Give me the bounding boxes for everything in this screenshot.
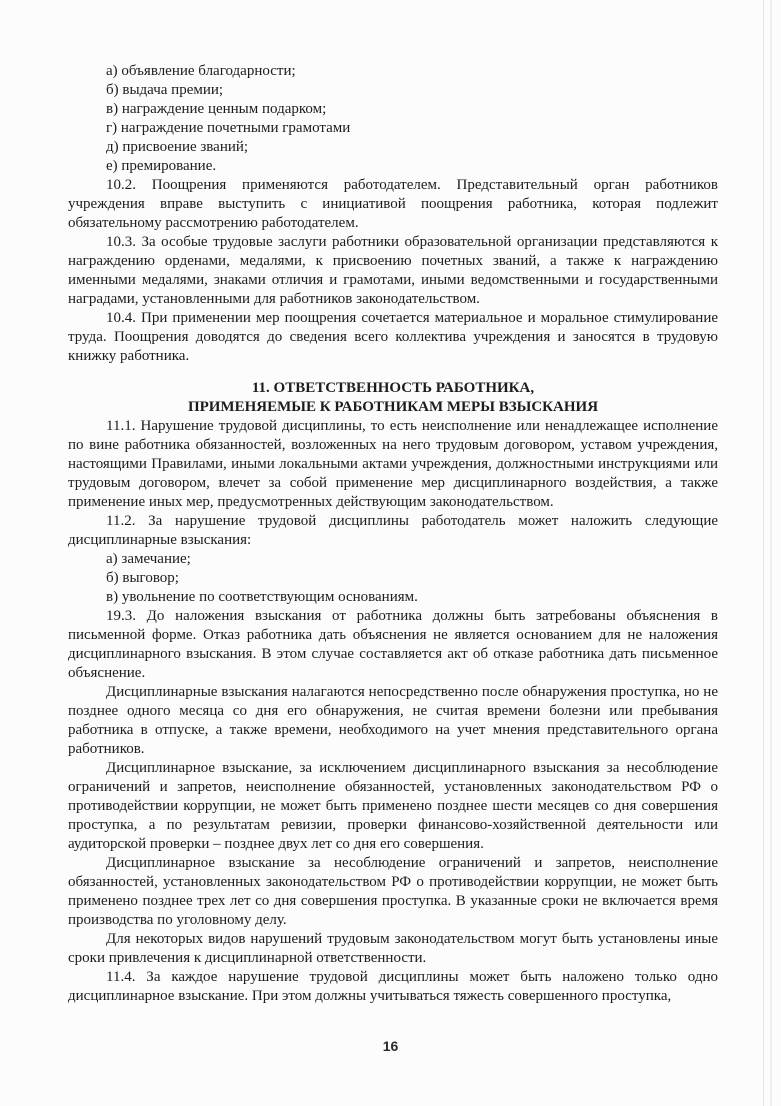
paragraph-10-2: 10.2. Поощрения применяются работодателем. Представительный орган работников учреждения вправе выступить с инициативой поощрения работника, которая подлежит обязательному рассмотрению работодателем. (68, 177, 718, 231)
incentive-list-item: е) премирование. (106, 158, 217, 174)
section-heading-line: 11. ОТВЕТСТВЕННОСТЬ РАБОТНИКА, (251, 380, 535, 396)
paragraph-10-4: 10.4. При применении мер поощрения сочетается материальное и моральное стимулирование труда. Поощрения доводятся до сведения всего коллектива учреждения и заносятся в трудовую книжку работника. (68, 310, 718, 364)
incentive-list-item: а) объявление благодарности; (106, 63, 296, 79)
incentive-list-item: б) выдача премии; (106, 82, 224, 98)
sanction-list-item: а) замечание; (106, 551, 191, 567)
paragraph-11-2: 11.2. За нарушение трудовой дисциплины работодатель может наложить следующие дисциплинарные взыскания: (68, 513, 718, 548)
incentive-list-item: д) присвоение званий; (106, 139, 249, 155)
scan-artifact-line (763, 0, 764, 1106)
paragraph-terms-1: Дисциплинарные взыскания налагаются непосредственно после обнаружения проступка, но не позднее одного месяца со дня его обнаружения, не считая времени болезни или пребывания работника в отпуске, а также времени, необходимого на учет мнения представительного органа работников. (68, 684, 718, 757)
paragraph-11-1: 11.1. Нарушение трудовой дисциплины, то есть неисполнение или ненадлежащее исполнение по вине работника обязанностей, возложенных на него трудовым договором, уставом учреждения, настоящими Правилами, иными локальными актами учреждения, должностными инструкциями или трудовым договором, влечет за собой применение мер дисциплинарного воздействия, а также применение иных мер, предусмотренных действующим законодательством. (68, 418, 718, 510)
page-number: 16 (382, 1038, 399, 1054)
paragraph-19-3: 19.3. До наложения взыскания от работника должны быть затребованы объяснения в письменной форме. Отказ работника дать объяснения не является основанием для не наложения дисциплинарного взыскания. В этом случае составляется акт об отказе работника дать письменное объяснение. (68, 608, 718, 681)
section-heading-line: ПРИМЕНЯЕМЫЕ К РАБОТНИКАМ МЕРЫ ВЗЫСКАНИЯ (187, 399, 599, 415)
sanction-list-item: в) увольнение по соответствующим основаниям. (106, 589, 418, 605)
text-block (68, 62, 718, 1006)
paragraph-terms-4: Для некоторых видов нарушений трудовым законодательством могут быть установлены иные сроки привлечения к дисциплинарной ответственности. (68, 931, 718, 966)
paragraph-11-4: 11.4. За каждое нарушение трудовой дисциплины может быть наложено только одно дисциплинарное взыскание. При этом должны учитываться тяжесть совершенного проступка, (68, 969, 718, 1004)
sanction-list-item: б) выговор; (106, 570, 179, 586)
scan-artifact-line (770, 0, 772, 1106)
paragraph-terms-3: Дисциплинарное взыскание за несоблюдение ограничений и запретов, неисполнение обязанностей, установленных законодательством РФ о противодействии коррупции, не может быть применено позднее трех лет со дня совершения проступка. В указанные сроки не включается время производства по уголовному делу. (68, 855, 718, 928)
paragraph-10-3: 10.3. За особые трудовые заслуги работники образовательной организации представляются к награждению орденами, медалями, к присвоению почетных званий, а также к награждению именными медалями, знаками отличия и грамотами, иными ведомственными и государственными наградами, установленными для работников законодательством. (68, 234, 718, 307)
paragraph-terms-2: Дисциплинарное взыскание, за исключением дисциплинарного взыскания за несоблюдение ограничений и запретов, неисполнение обязанностей, установленных законодательством РФ о противодействии коррупции, не может быть применено позднее шести месяцев со дня совершения проступка, а по результатам ревизии, проверки финансово-хозяйственной деятельности или аудиторской проверки – позднее двух лет со дня его совершения. (68, 760, 718, 852)
incentive-list-item: в) награждение ценным подарком; (106, 101, 327, 117)
section-11-heading (68, 379, 718, 417)
incentive-list-item: г) награждение почетными грамотами (106, 120, 351, 136)
